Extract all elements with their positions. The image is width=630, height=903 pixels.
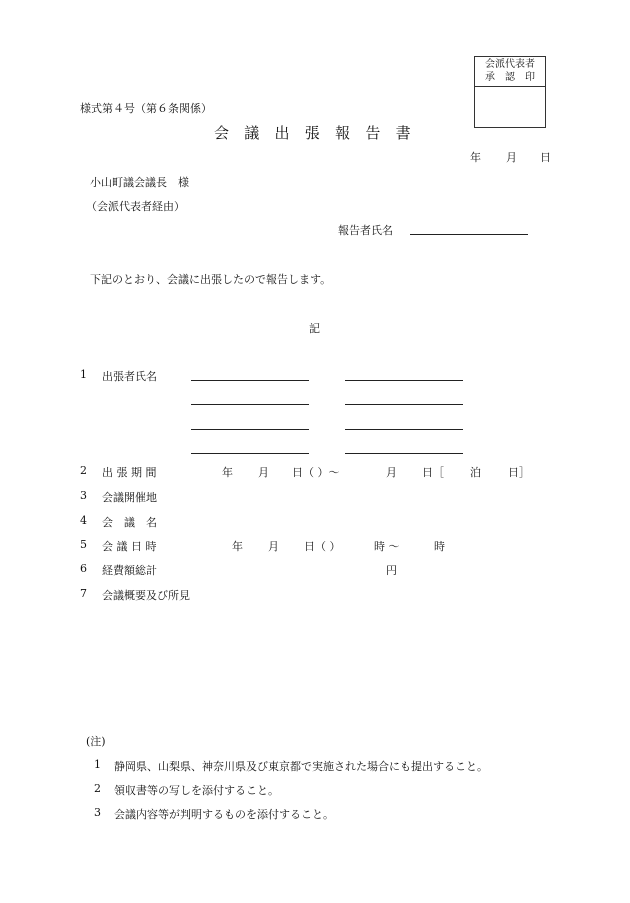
addressee: 小山町議会議長 様 [90,176,189,189]
stamp-label-line1: 会派代表者 [485,59,535,70]
stamp-header [475,57,545,87]
traveler-name-field-5[interactable] [191,429,309,430]
item-2-number: 2 [80,464,87,477]
meeting-month-label: 月 [268,540,279,553]
meeting-day-weekday: 日（ ） [304,540,341,553]
traveler-name-field-8[interactable] [345,453,463,454]
traveler-name-field-4[interactable] [345,404,463,405]
item-3-label: 会議開催地 [102,491,157,504]
note-1-number: 1 [94,758,101,771]
meeting-time-to: 時 [434,540,445,553]
item-5-label: 会 議 日 時 [102,540,157,553]
period-month-label: 月 [258,466,269,479]
item-6-label: 経費額総計 [102,564,157,577]
meeting-time-from: 時 ～ [374,540,400,553]
item-7-number: 7 [80,587,87,600]
period-days-label: 日］ [508,466,530,479]
period-end-day-label: 日［ [422,466,444,479]
approval-stamp-box[interactable] [474,56,546,128]
intro-text: 下記のとおり、会議に出張したので報告します。 [90,273,332,286]
item-7-label: 会議概要及び所見 [102,589,190,602]
form-number: 様式第４号（第６条関係） [80,102,212,115]
notes-heading: (注) [86,735,106,748]
reporter-name-field[interactable] [410,234,528,235]
item-3-number: 3 [80,489,87,502]
period-day-weekday: 日（ ）～ [292,466,340,479]
stamp-label-line2: 承 認 印 [485,72,535,83]
date-month-label: 月 [506,151,517,164]
item-1-number: 1 [80,368,87,381]
meeting-year-label: 年 [232,540,243,553]
period-end-month-label: 月 [386,466,397,479]
traveler-name-field-6[interactable] [345,429,463,430]
ki-heading: 記 [309,322,320,335]
traveler-name-field-1[interactable] [191,380,309,381]
note-2-text: 領収書等の写しを添付すること。 [114,784,279,797]
item-4-label: 会 議 名 [102,516,157,529]
date-year-label: 年 [470,151,481,164]
traveler-name-field-3[interactable] [191,404,309,405]
expense-yen-label: 円 [386,564,397,577]
page-title: 会 議 出 張 報 告 書 [214,124,416,142]
reporter-name-label: 報告者氏名 [338,224,393,237]
item-6-number: 6 [80,562,87,575]
item-4-number: 4 [80,514,87,527]
note-1-text: 静岡県、山梨県、神奈川県及び東京都で実施された場合にも提出すること。 [114,760,488,773]
traveler-name-field-2[interactable] [345,380,463,381]
note-2-number: 2 [94,782,101,795]
item-5-number: 5 [80,538,87,551]
note-3-text: 会議内容等が判明するものを添付すること。 [114,808,334,821]
item-1-label: 出張者氏名 [102,370,157,383]
period-year-label: 年 [222,466,233,479]
note-3-number: 3 [94,806,101,819]
date-day-label: 日 [540,151,551,164]
via-line: （会派代表者経由） [86,200,185,213]
traveler-name-field-7[interactable] [191,453,309,454]
period-nights-label: 泊 [470,466,481,479]
item-2-label: 出 張 期 間 [102,466,157,479]
